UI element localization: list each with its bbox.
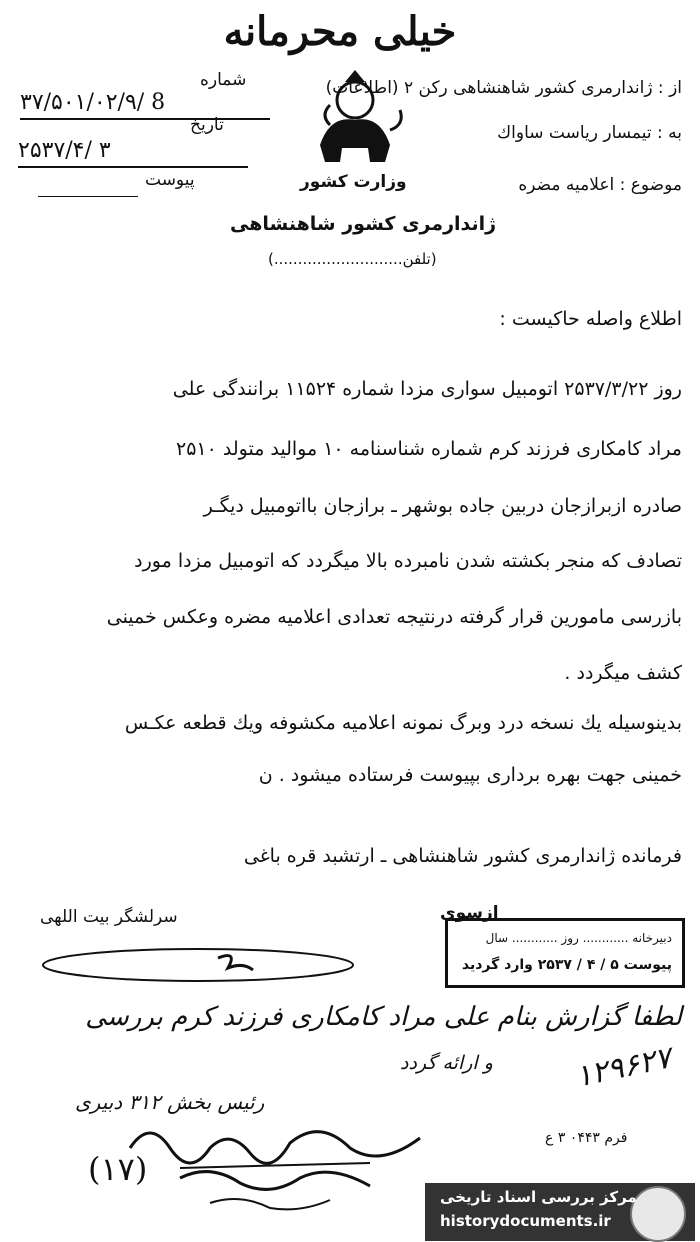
- from-line: از : ژاندارمری کشور شاهنشاهی رکن ۲ (اطلاعات): [325, 78, 682, 98]
- handwritten-number: ۱۲۹۶۲۷: [572, 1040, 675, 1095]
- commander-line: فرمانده ژاندارمری کشور شاهنشاهی ـ ارتشبد قره باغی: [243, 845, 682, 867]
- signature-oval-icon: [38, 940, 358, 990]
- attachment-label: پیوست: [145, 170, 195, 190]
- body-line-5: تصادف که منجر بکشته شدن نامبرده بالا میگردد که اتومبیل مزدا مورد: [134, 550, 682, 572]
- body-line-1: اطلاع واصله حاکیست :: [499, 308, 682, 330]
- watermark-url: historydocuments.ir: [440, 1212, 611, 1230]
- handwritten-note-1: لطفا گزارش بنام علی مراد کامکاری فرزند کرم بررسی: [85, 1002, 682, 1032]
- date-underline: [18, 166, 248, 168]
- subject-line: موضوع : اعلامیه مضره: [518, 175, 682, 195]
- body-line-3: مراد کامکاری فرزند کرم شماره شناسنامه ۱۰ موالید متولد ۲۵۱۰: [176, 438, 682, 460]
- body-line-7: کشف میگردد .: [564, 662, 682, 684]
- archive-logo-icon: [630, 1186, 686, 1242]
- number-value: ۳۷/۵۰۱/۰۲/۹/ 8: [20, 90, 166, 115]
- attachment-underline: [38, 196, 138, 197]
- number-label: شماره: [200, 70, 247, 90]
- date-label: تاریخ: [190, 115, 224, 135]
- ministry-title: وزارت کشور: [300, 172, 407, 192]
- received-stamp: [445, 918, 685, 988]
- form-code: فرم ۰۴۴۳ ۳ ع: [545, 1130, 628, 1146]
- stamp-row-2: پیوست ۵ / ۴ / ۲۵۳۷ وارد گردید: [461, 957, 672, 973]
- body-line-6: بازرسی مامورین قرار گرفته درنتیجه تعدادی اعلامیه مضره وعکس خمینی: [106, 606, 682, 628]
- handwritten-bottom-left: (۱۷): [88, 1150, 148, 1188]
- phone-line: (تلفن...........................): [268, 250, 437, 268]
- number-underline: [20, 118, 270, 120]
- handwritten-note-3: رئیس بخش ۳۱۲ دبیری: [75, 1090, 265, 1114]
- handwritten-note-2: و ارائه گردد: [400, 1052, 493, 1074]
- stamp-row-1: دبیرخانه ............ روز ............ سال: [485, 931, 672, 945]
- to-line: به : تیمسار ریاست ساواك: [497, 123, 682, 143]
- classification-stamp: خیلی محرمانه: [223, 8, 457, 55]
- watermark-title: مرکز بررسی اسناد تاریخی: [440, 1188, 637, 1206]
- body-line-2: روز ۲۵۳۷/۳/۲۲ اتومبیل سواری مزدا شماره ۱۱۵۲۴ برانندگی علی: [172, 378, 682, 400]
- signer-name: سرلشگر بیت اللهی: [40, 907, 178, 927]
- body-line-9: خمینی جهت بهره برداری بپیوست فرستاده میشود . ن: [258, 764, 682, 786]
- gendarmerie-title: ژاندارمری کشور شاهنشاهی: [230, 213, 497, 235]
- body-line-8: بدینوسیله یك نسخه درد وبرگ نمونه اعلامیه مکشوفه ویك قطعه عکـس: [124, 712, 682, 734]
- body-line-4: صادره ازبرازجان دربین جاده بوشهر ـ برازجان بااتومبیل دیگـر: [203, 495, 682, 517]
- from-side-label: ازسوی: [440, 903, 499, 923]
- date-value: ۲۵۳۷/۴/ ۳: [18, 138, 111, 163]
